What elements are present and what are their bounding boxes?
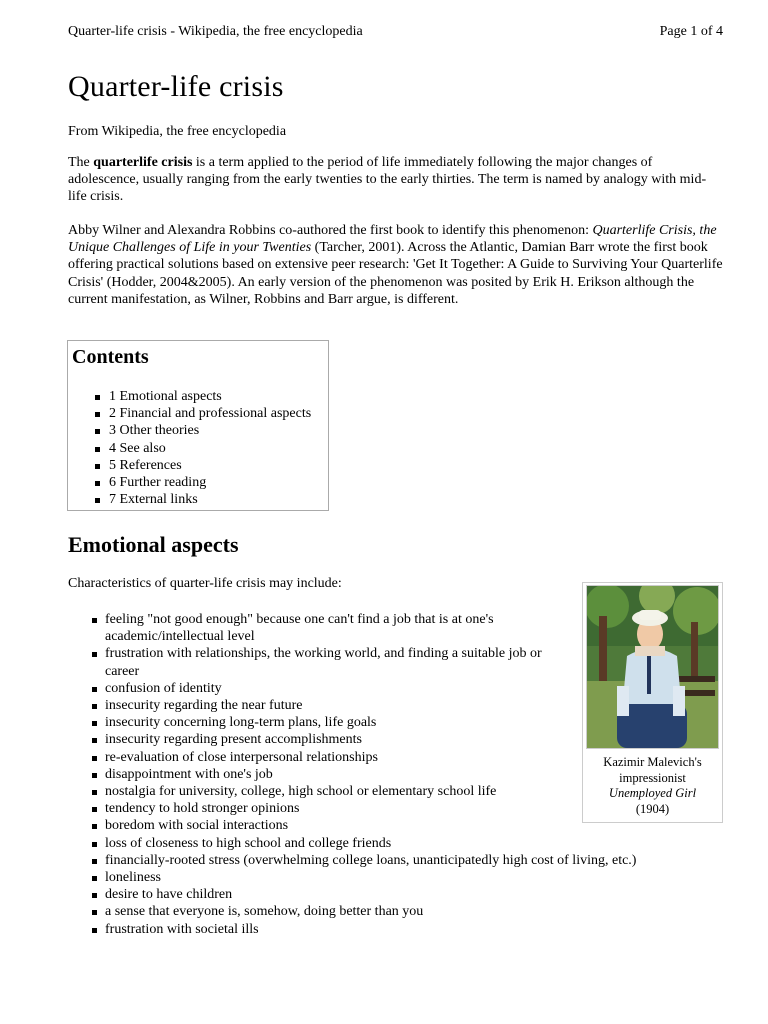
list-item bbox=[68, 886, 688, 903]
bullet-icon bbox=[95, 447, 100, 452]
p1-lead: The bbox=[68, 155, 94, 170]
intro-paragraph-1 bbox=[68, 154, 724, 206]
painting-image[interactable] bbox=[586, 585, 719, 749]
caption-year: (1904) bbox=[635, 801, 670, 816]
toc-item-label[interactable]: 3 Other theories bbox=[109, 423, 200, 439]
bullet-icon bbox=[95, 498, 100, 503]
section-heading-emotional-aspects: Emotional aspects bbox=[68, 532, 239, 557]
list-item bbox=[68, 869, 688, 886]
list-item-text: insecurity regarding present accomplishments bbox=[105, 732, 362, 748]
list-item-text: nostalgia for university, college, high school or elementary school life bbox=[105, 784, 497, 800]
bullet-icon bbox=[92, 893, 97, 898]
p1-term: quarterlife crisis bbox=[93, 155, 193, 170]
list-item-text: financially-rooted stress (overwhelming college loans, unanticipatedly high cost of living, etc.) bbox=[105, 852, 637, 868]
bullet-icon bbox=[92, 790, 97, 795]
list-item-text: desire to have children bbox=[105, 887, 233, 903]
toc-item-label[interactable]: 5 References bbox=[109, 457, 182, 473]
list-item-text: boredom with social interactions bbox=[105, 818, 289, 834]
p1-rest: is a term applied to the period of life immediately following the major changes of adolescence, usually ranging from the early twenties to the early thirties. The term is named by analogy with mid-life crisis. bbox=[68, 155, 707, 205]
page-title: Quarter-life crisis bbox=[68, 70, 284, 103]
bullet-icon bbox=[92, 928, 97, 933]
toc-list bbox=[68, 388, 311, 508]
painting-illustration bbox=[587, 586, 718, 748]
list-item-text: confusion of identity bbox=[105, 680, 222, 696]
list-item-text: loss of closeness to high school and college friends bbox=[105, 835, 392, 851]
bullet-icon bbox=[92, 704, 97, 709]
caption-title: Unemployed Girl bbox=[608, 786, 697, 800]
bullet-icon bbox=[92, 859, 97, 864]
bullet-icon bbox=[92, 910, 97, 915]
section-intro: Characteristics of quarter-life crisis may include: bbox=[68, 576, 342, 591]
toc-item[interactable] bbox=[68, 388, 311, 405]
bullet-icon bbox=[92, 618, 97, 623]
list-item bbox=[68, 852, 688, 869]
toc-item-label[interactable]: 6 Further reading bbox=[109, 475, 207, 491]
list-item-text: frustration with societal ills bbox=[105, 921, 259, 937]
bullet-icon bbox=[95, 395, 100, 400]
list-item bbox=[68, 903, 688, 920]
bullet-icon bbox=[95, 412, 100, 417]
toc-title: Contents bbox=[72, 346, 149, 368]
bullet-icon bbox=[92, 721, 97, 726]
header-page-label: Page 1 of 4 bbox=[659, 24, 723, 39]
p2-rest: (Tarcher, 2001). Across the Atlantic, Damian Barr wrote the first book offering practical solutions based on extensive peer research: 'Get It Together: A Guide to Surviving Your Quarterlife Crisis' (Hodder, 2004&2005). An early version of the phenomenon was posited by Erik H. Erikson although the current manifestation, as Wilner, Robbins and Barr argue, is different. bbox=[68, 240, 723, 307]
list-item bbox=[68, 611, 545, 645]
toc-item[interactable] bbox=[68, 422, 311, 439]
bullet-icon bbox=[95, 464, 100, 469]
list-item-text: disappointment with one's job bbox=[105, 766, 273, 782]
list-item-text: insecurity regarding the near future bbox=[105, 698, 303, 714]
figure-caption bbox=[583, 755, 722, 817]
list-item-text: insecurity concerning long-term plans, life goals bbox=[105, 715, 377, 731]
p2-lead: Abby Wilner and Alexandra Robbins co-authored the first book to identify this phenomenon: bbox=[68, 223, 593, 238]
bullet-icon bbox=[92, 756, 97, 761]
p2-book-link[interactable]: Quarterlife Crisis, the Unique Challenges of Life in your Twenties bbox=[68, 223, 717, 256]
bullet-icon bbox=[92, 652, 97, 657]
toc-item[interactable] bbox=[68, 440, 311, 457]
bullet-icon bbox=[92, 773, 97, 778]
toc-item[interactable] bbox=[68, 474, 311, 491]
toc-item-label[interactable]: 2 Financial and professional aspects bbox=[109, 406, 312, 422]
bullet-icon bbox=[95, 481, 100, 486]
bullet-icon bbox=[92, 842, 97, 847]
toc-item-label[interactable]: 1 Emotional aspects bbox=[109, 389, 222, 404]
toc-item-label[interactable]: 7 External links bbox=[109, 492, 198, 508]
caption-line-2: impressionist bbox=[619, 770, 686, 785]
list-item bbox=[68, 835, 688, 852]
toc-item[interactable] bbox=[68, 405, 311, 422]
bullet-icon bbox=[92, 807, 97, 812]
bullet-icon bbox=[92, 738, 97, 743]
list-item-text: tendency to hold stronger opinions bbox=[105, 801, 300, 817]
bullet-icon bbox=[92, 876, 97, 881]
caption-line-1: Kazimir Malevich's bbox=[603, 755, 702, 769]
list-item-text: feeling "not good enough" because one can't find a job that is at one's academic/intellectual level bbox=[105, 612, 494, 645]
bullet-icon bbox=[95, 429, 100, 434]
running-header bbox=[68, 24, 723, 40]
intro-paragraph-2 bbox=[68, 222, 724, 308]
list-item bbox=[68, 921, 688, 938]
list-item-text: a sense that everyone is, somehow, doing better than you bbox=[105, 904, 424, 920]
list-item-text: loneliness bbox=[105, 870, 161, 886]
header-doc-title: Quarter-life crisis - Wikipedia, the free encyclopedia bbox=[68, 24, 363, 39]
list-item-text: re-evaluation of close interpersonal relationships bbox=[105, 749, 378, 765]
toc-item[interactable] bbox=[68, 491, 311, 508]
toc-item[interactable] bbox=[68, 457, 311, 474]
list-item-text: frustration with relationships, the working world, and finding a suitable job or career bbox=[105, 646, 542, 679]
bullet-icon bbox=[92, 824, 97, 829]
toc-item-label[interactable]: 4 See also bbox=[109, 440, 166, 456]
from-line: From Wikipedia, the free encyclopedia bbox=[68, 124, 287, 139]
bullet-icon bbox=[92, 687, 97, 692]
list-item bbox=[68, 645, 545, 679]
